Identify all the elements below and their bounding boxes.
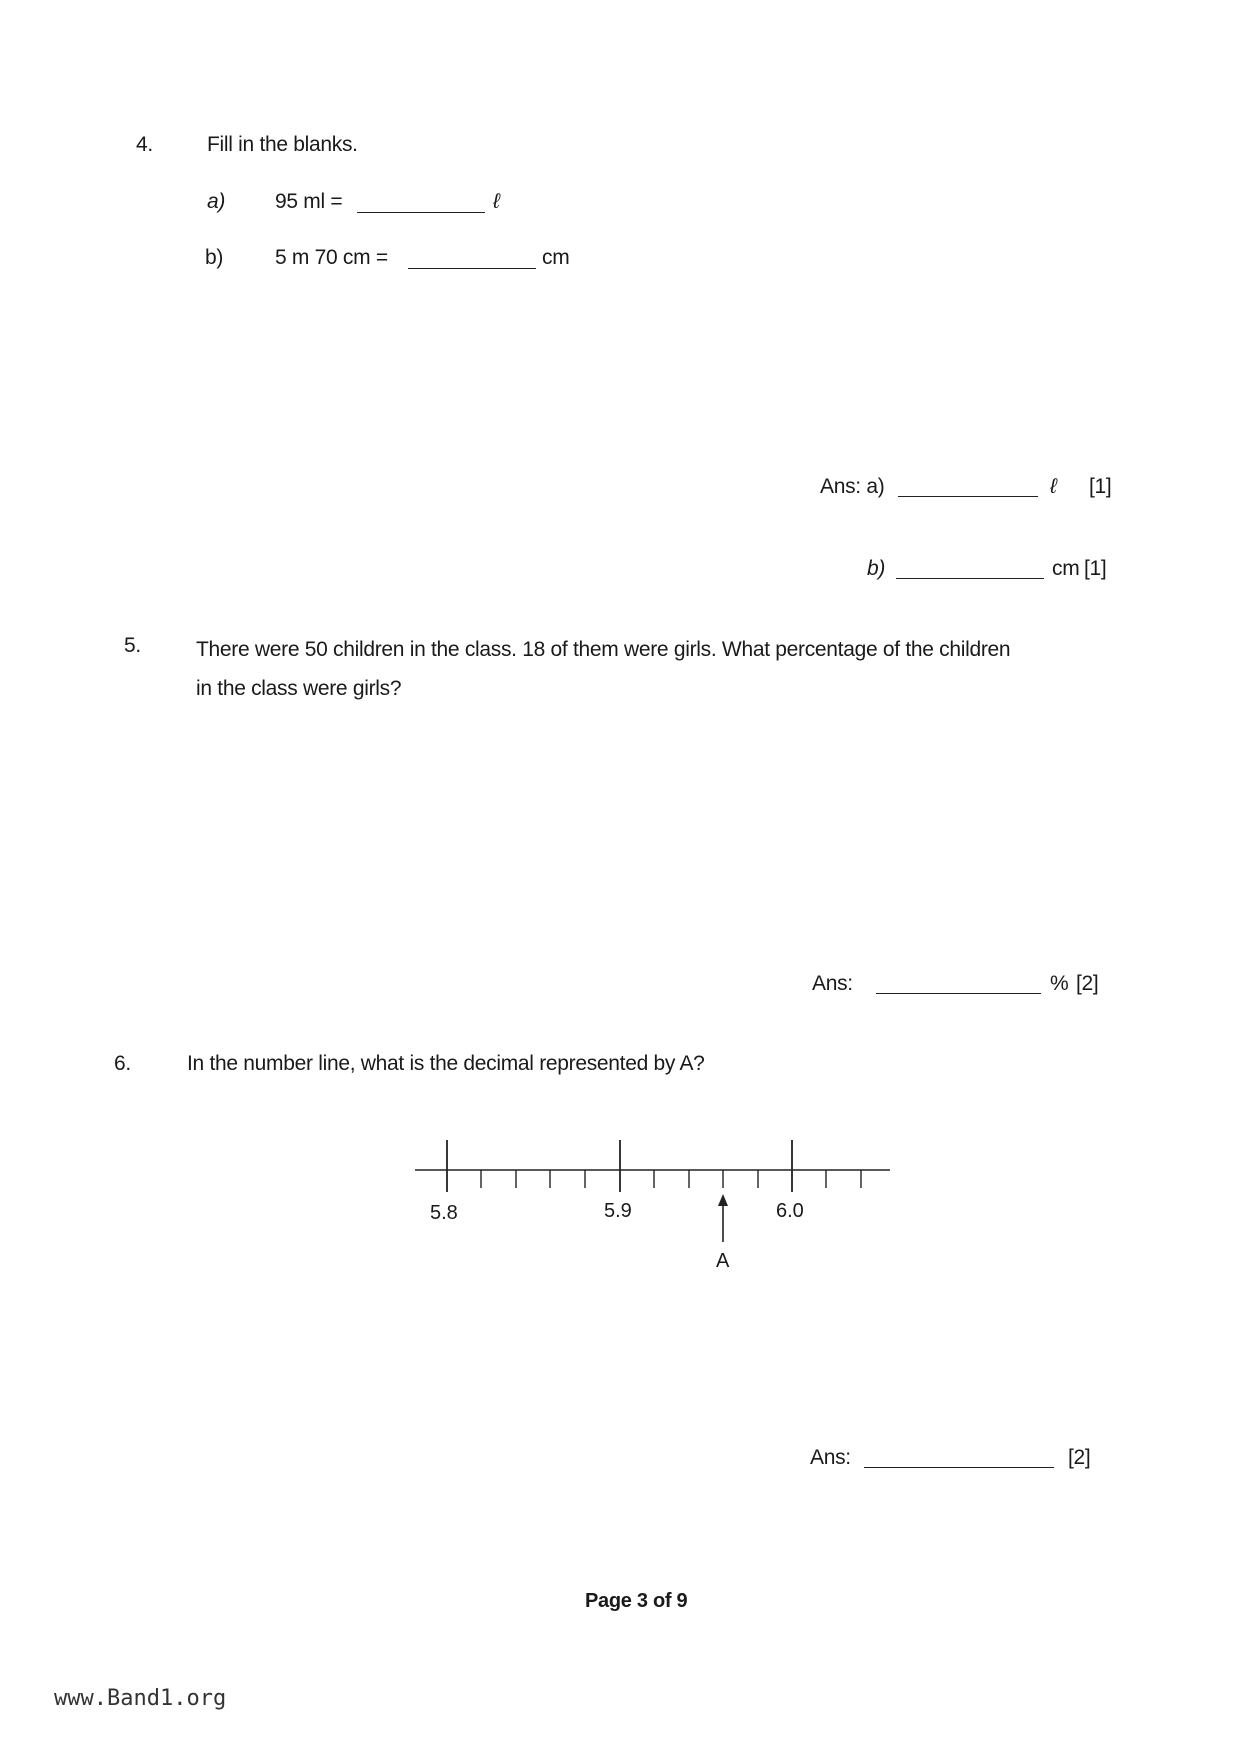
- website-watermark: www.Band1.org: [54, 1686, 227, 1711]
- q4-a-label: a): [207, 190, 226, 213]
- q4-ans-prefix: Ans: a): [820, 475, 885, 498]
- q4-ans-b-unit: cm: [1052, 557, 1080, 580]
- q5-line2: in the class were girls?: [196, 677, 402, 700]
- q4-ans-b-blank: [896, 560, 1044, 584]
- q5-ans-marks: [2]: [1076, 972, 1099, 995]
- q4-a-blank: [357, 194, 485, 218]
- q5-number: 5.: [124, 634, 141, 657]
- q4-ans-a-blank: [898, 478, 1038, 502]
- page-number: Page 3 of 9: [585, 1590, 688, 1612]
- q4-b-label: b): [205, 246, 224, 269]
- arrow-a-head: [718, 1194, 728, 1206]
- q5-line1: There were 50 children in the class. 18 of them were girls. What percentage of the children: [196, 638, 1011, 661]
- q4-b-unit: cm: [542, 246, 570, 269]
- q6-ans-marks: [2]: [1068, 1446, 1091, 1469]
- q6-prompt: In the number line, what is the decimal represented by A?: [187, 1052, 705, 1075]
- q4-ans-a-marks: [1]: [1089, 475, 1112, 498]
- q5-ans-label: Ans:: [812, 972, 853, 995]
- tick-label-5-9: 5.9: [604, 1200, 632, 1222]
- tick-label-6-0: 6.0: [776, 1200, 804, 1222]
- q4-a-unit: ℓ: [493, 190, 500, 213]
- tick-label-5-8: 5.8: [430, 1202, 458, 1224]
- q4-b-text: 5 m 70 cm =: [275, 246, 388, 269]
- q4-ans-a-unit: ℓ: [1050, 475, 1057, 498]
- q6-ans-blank: [864, 1449, 1054, 1473]
- q4-ans-b-marks: [1]: [1084, 557, 1107, 580]
- q5-ans-unit: %: [1050, 972, 1069, 995]
- q6-ans-label: Ans:: [810, 1446, 851, 1469]
- q4-b-blank: [408, 250, 536, 274]
- q6-number: 6.: [114, 1052, 131, 1075]
- q5-ans-blank: [876, 975, 1041, 999]
- q4-number: 4.: [136, 133, 153, 156]
- minor-ticks: [481, 1170, 861, 1188]
- q4-a-text: 95 ml =: [275, 190, 343, 213]
- number-line-diagram: [400, 1120, 900, 1280]
- q4-prompt: Fill in the blanks.: [207, 133, 358, 156]
- pointer-label-a: A: [716, 1250, 730, 1272]
- q4-ans-b-label: b): [867, 557, 886, 580]
